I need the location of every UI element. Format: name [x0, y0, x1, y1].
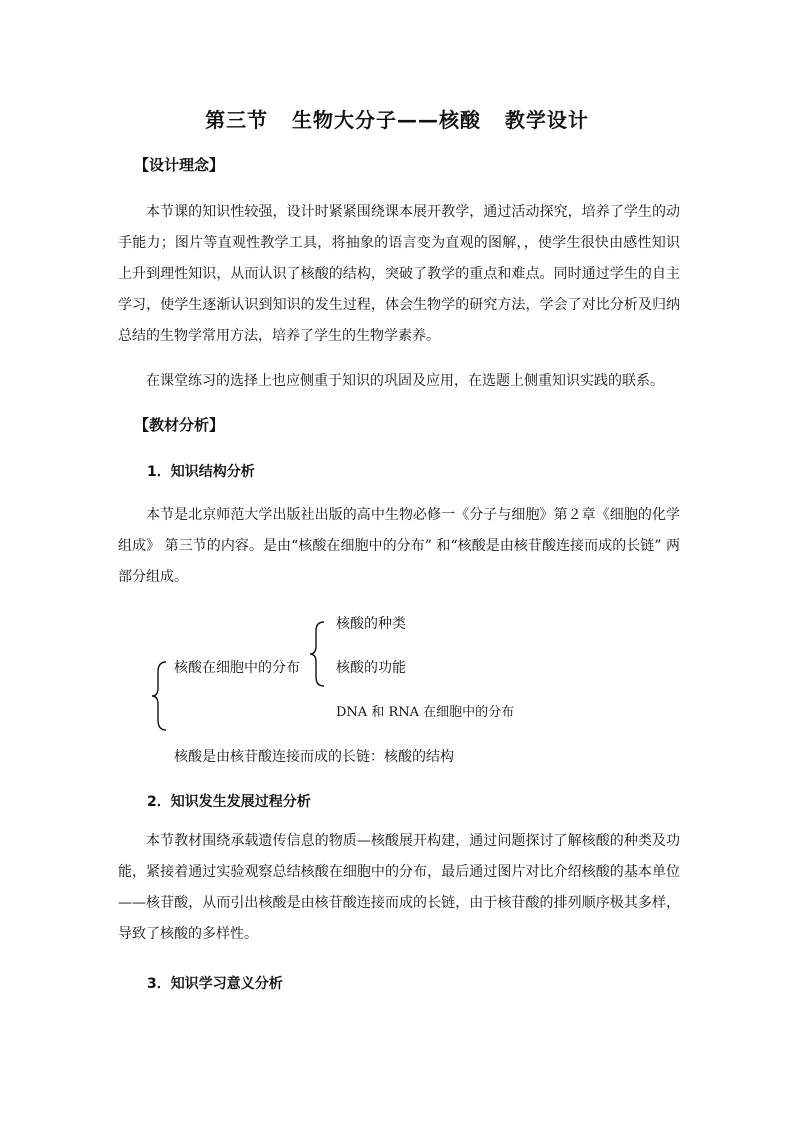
design-concept-paragraph-2: 在课堂练习的选择上也应侧重于知识的巩固及应用，在选题上侧重知识实践的联系。 — [146, 373, 664, 389]
section-2-title: 2．知识发生发展过程分析 — [147, 794, 311, 810]
section-1-title: 1．知识结构分析 — [147, 464, 255, 480]
node-nucleic-acid-types: 核酸的种类 — [336, 616, 406, 632]
node-nucleic-acid-functions: 核酸的功能 — [336, 660, 406, 676]
node-nucleic-acid-distribution: 核酸在细胞中的分布 — [174, 660, 300, 676]
document-title: 第三节 生物大分子——核酸 教学设计 — [205, 108, 589, 132]
design-concept-heading: 【设计理念】 — [134, 156, 225, 174]
node-dna-rna-distribution: DNA 和 RNA 在细胞中的分布 — [336, 705, 515, 720]
outer-brace-icon — [150, 660, 170, 732]
node-nucleotide-chain: 核酸是由核苷酸连接而成的长链：核酸的结构 — [174, 749, 454, 765]
section-3-title: 3．知识学习意义分析 — [147, 976, 283, 992]
section-1-paragraph: 本节是北京师范大学出版社出版的高中生物必修一《分子与细胞》第２章《细胞的化学组成》 第三节的内容。是由“核酸在细胞中的分布” 和“核酸是由核苷酸连接而成的长链” 两部分组成。 — [118, 507, 680, 585]
section-2-paragraph: 本节教材围绕承载遗传信息的物质—核酸展开构建，通过问题探讨了解核酸的种类及功能，紧接着通过实验观察总结核酸在细胞中的分布，最后通过图片对比介绍核酸的基本单位——核苷酸，从而引出核酸是由核苷酸连接而成的长链，由于核苷酸的排列顺序极其多样，导致了核酸的多样性。 — [118, 833, 680, 942]
design-concept-paragraph-1: 本节课的知识性较强，设计时紧紧围绕课本展开教学，通过活动探究，培养了学生的动手能力；图片等直观性教学工具，将抽象的语言变为直观的图解，，使学生很快由感性知识上升到理性知识，从而认识了核酸的结构，突破了教学的重点和难点。同时通过学生的自主学习，使学生逐渐认识到知识的发生过程，体会生物学的研究方法，学会了对比分析及归纳总结的生物学常用方法，培养了学生的生物学素养。 — [118, 204, 680, 344]
material-analysis-heading: 【教材分析】 — [134, 416, 225, 434]
inner-brace-icon — [308, 620, 328, 688]
